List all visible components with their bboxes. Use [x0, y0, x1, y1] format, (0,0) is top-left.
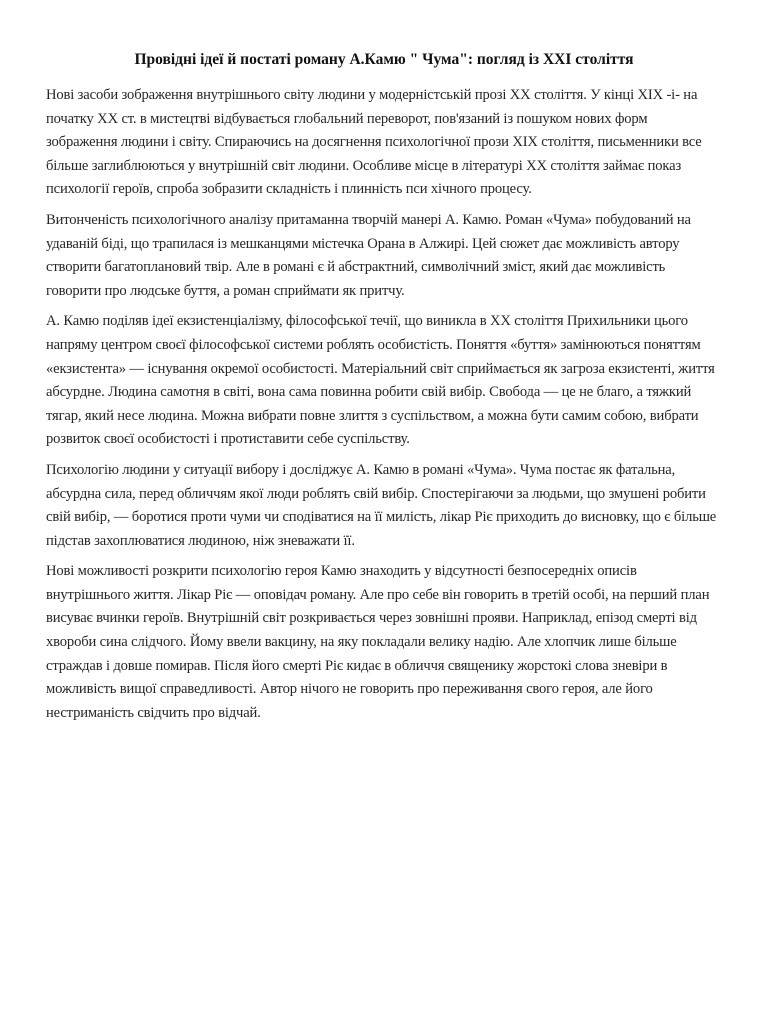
document-title: Провідні ідеї й постаті роману А.Камю " Чума": погляд із XXI століття — [134, 51, 634, 68]
document-page — [46, 48, 722, 732]
paragraph-5: Нові можливості розкрити психологію героя Камю знаходить у відсутності безпосередніх описів внутрішнього життя. Лікар Ріє — оповідач роману. Але про себе він говорить в третій особі, на перший план висуває вчинки героїв. Внутрішній світ розкривається через зовнішні прояви. Наприклад, епізод смерті від хвороби сина слідчого. Йому ввели вакцину, на яку покладали велику надію. Але хлопчик лише більше страждав і довше помирав. Після його смерті Ріє кидає в обличчя священику жорстокі слова зневіри в можливість вищої справедливості. Автор нічого не говорить про переживання свого героя, але його нестриманість свідчить про відчай. — [46, 563, 710, 721]
paragraph-4: Психологію людини у ситуації вибору і досліджує А. Камю в романі «Чума». Чума постає як фатальна, абсурдна сила, перед обличчям якої люди роблять свій вибір. Спостерігаючи за людьми, що змушені робити свій вибір, — боротися проти чуми чи сподіватися на її милість, лікар Ріє приходить до висновку, що є більше підстав захоплюватися людиною, ніж зневажати її. — [46, 461, 717, 549]
paragraph-2: Витонченість психологічного аналізу притаманна творчій манері А. Камю. Роман «Чума» побудований на удаваній біді, що трапилася із мешканцями містечка Орана в Алжирі. Цей сюжет дає можливість автору створити багатоплановий твір. Але в романі є й абстрактний, символічний зміст, який дає можливість говорити про людське буття, а роман сприймати як притчу. — [46, 211, 691, 299]
paragraph-1: Нові засоби зображення внутрішнього світу людини у модерністській прозі XX століття. У кінці XIX -і- на початку XX ст. в мистецтві відбувається глобальний переворот, пов'язаний із пошуком нових форм зображення людини і світу. Спираючись на досягнення психологічної прози XIX століття, письменники все більше заглиблюються у внутрішній світ людини. Особливе місце в літературі XX століття займає показ психології героїв, спроба зобразити складність і плинність пси хічного процесу. — [46, 87, 702, 198]
paragraph-3: А. Камю поділяв ідеї екзистенціалізму, філософської течії, що виникла в XX століття Прихильники цього напряму центром своєї філософської системи роблять особистість. Поняття «буття» замінюються поняттям «екзистента» — існування окремої особистості. Матеріальний світ сприймається як загроза екзистенті, життя абсурдне. Людина самотня в світі, вона сама повинна робити свій вибір. Свобода — це не благо, а тяжкий тягар, який несе людина. Можна вибрати повне злиття з суспільством, а можна бути самим собою, вибрати розвиток своєї особистості і протиставити себе суспільству. — [46, 313, 715, 448]
